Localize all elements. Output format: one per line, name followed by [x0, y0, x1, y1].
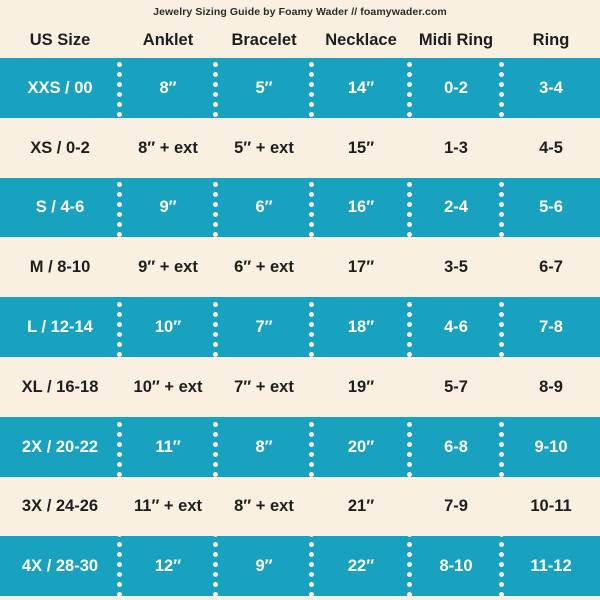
- bracelet-value: 6″: [255, 198, 273, 217]
- size-label: XL / 16-18: [21, 377, 99, 396]
- table-row: [0, 417, 600, 477]
- table-header-row: [0, 22, 600, 58]
- midi-ring-value: 5-7: [444, 377, 468, 396]
- midi-ring-value: 2-4: [444, 198, 468, 217]
- credit-line: Jewelry Sizing Guide by Foamy Wader // foamywader.com: [153, 6, 447, 18]
- table-row: [0, 357, 600, 417]
- midi-ring-value: 4-6: [444, 318, 468, 337]
- bracelet-value: 7″ + ext: [234, 377, 294, 396]
- ring-value: 9-10: [534, 437, 568, 456]
- ring-value: 4-5: [539, 138, 563, 157]
- size-label: L / 12-14: [27, 318, 93, 337]
- ring-value: 10-11: [530, 497, 572, 516]
- necklace-value: 17″: [347, 258, 375, 277]
- anklet-value: 10″ + ext: [133, 377, 203, 396]
- anklet-value: 11″ + ext: [134, 497, 202, 516]
- midi-ring-value: 7-9: [444, 497, 468, 516]
- necklace-value: 19″: [347, 377, 375, 396]
- size-label: 2X / 20-22: [21, 437, 99, 456]
- midi-ring-value: 8-10: [439, 557, 473, 576]
- bracelet-value: 5″: [255, 78, 273, 97]
- column-header-midi-ring: Midi Ring: [418, 30, 494, 49]
- sizing-table: [0, 22, 600, 600]
- ring-value: 8-9: [539, 377, 563, 396]
- ring-value: 7-8: [539, 318, 563, 337]
- column-header-anklet: Anklet: [142, 30, 194, 49]
- table-row: [0, 58, 600, 118]
- midi-ring-value: 0-2: [444, 78, 468, 97]
- column-header-bracelet: Bracelet: [231, 30, 297, 49]
- necklace-value: 18″: [347, 318, 375, 337]
- necklace-value: 14″: [347, 78, 375, 97]
- necklace-value: 21″: [347, 497, 375, 516]
- anklet-value: 8″: [159, 78, 177, 97]
- column-header-ring: Ring: [532, 30, 570, 49]
- bracelet-value: 6″ + ext: [234, 258, 294, 277]
- table-row: [0, 477, 600, 537]
- table-row: [0, 118, 600, 178]
- anklet-value: 12″: [154, 557, 182, 576]
- bracelet-value: 8″ + ext: [234, 497, 294, 516]
- bracelet-value: 7″: [255, 318, 273, 337]
- size-label: 3X / 24-26: [21, 497, 99, 516]
- anklet-value: 10″: [154, 318, 182, 337]
- table-row: [0, 297, 600, 357]
- ring-value: 3-4: [539, 78, 563, 97]
- bracelet-value: 9″: [255, 557, 273, 576]
- necklace-value: 16″: [347, 198, 375, 217]
- necklace-value: 15″: [347, 138, 375, 157]
- ring-value: 6-7: [539, 258, 563, 277]
- table-row: [0, 237, 600, 297]
- necklace-value: 22″: [347, 557, 375, 576]
- ring-value: 11-12: [530, 557, 572, 576]
- midi-ring-value: 1-3: [444, 138, 468, 157]
- midi-ring-value: 3-5: [444, 258, 468, 277]
- size-label: M / 8-10: [29, 258, 91, 277]
- anklet-value: 11″: [155, 437, 181, 456]
- table-row: [0, 536, 600, 596]
- bracelet-value: 5″ + ext: [234, 138, 294, 157]
- midi-ring-value: 6-8: [444, 437, 468, 456]
- anklet-value: 8″ + ext: [138, 138, 198, 157]
- anklet-value: 9″ + ext: [138, 258, 198, 277]
- table-row: [0, 178, 600, 238]
- necklace-value: 20″: [347, 437, 375, 456]
- column-header-us-size: US Size: [29, 30, 91, 49]
- bracelet-value: 8″: [255, 437, 273, 456]
- size-label: XS / 0-2: [30, 138, 90, 157]
- size-label: 4X / 28-30: [21, 557, 99, 576]
- column-header-necklace: Necklace: [325, 30, 397, 49]
- size-label: S / 4-6: [35, 198, 85, 217]
- size-label: XXS / 00: [27, 78, 93, 97]
- ring-value: 5-6: [539, 198, 563, 217]
- anklet-value: 9″: [159, 198, 177, 217]
